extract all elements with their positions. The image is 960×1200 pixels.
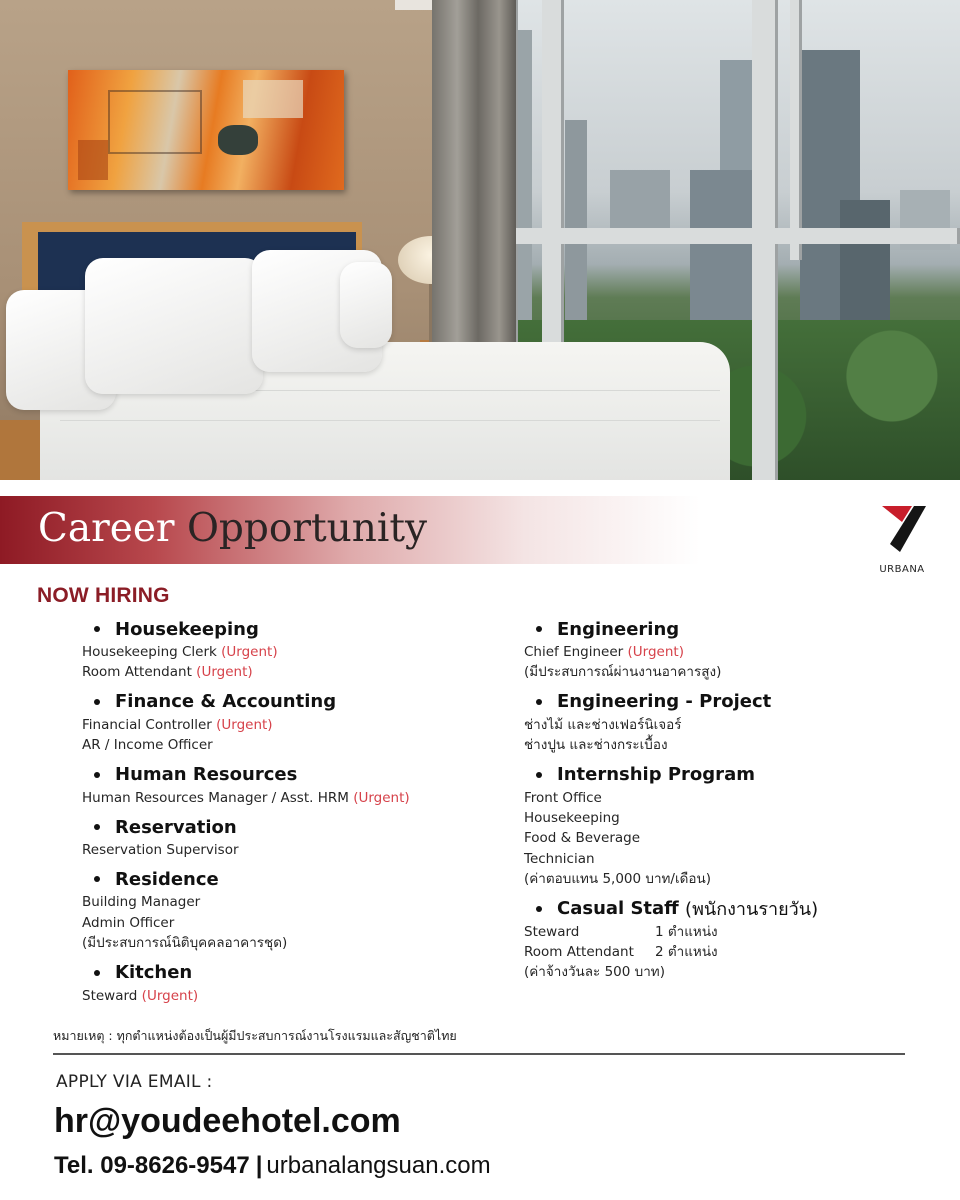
positions-left-column — [82, 616, 502, 1012]
bullet-icon — [94, 772, 100, 778]
phone-number[interactable]: Tel. 09-8626-9547 — [54, 1152, 250, 1179]
section-title-note: (พนักงานรายวัน) — [685, 899, 819, 921]
urgent-label: (Urgent) — [353, 789, 410, 806]
urgent-label: (Urgent) — [627, 644, 684, 660]
position-line: Food & Beverage — [524, 830, 641, 847]
position-line — [82, 715, 502, 735]
section-internship — [524, 762, 944, 890]
nightstand-left — [0, 420, 42, 480]
section-title: Residence — [115, 868, 219, 890]
positions-right-column — [524, 616, 944, 989]
position-line — [82, 642, 502, 662]
position-line: ช่างไม้ และช่างเฟอร์นิเจอร์ — [524, 716, 682, 733]
section-title: Engineering — [557, 618, 680, 640]
section-heading — [82, 814, 502, 840]
position-line: Front Office — [524, 789, 602, 806]
section-heading — [524, 896, 944, 922]
painting-stroke — [108, 90, 202, 154]
section-housekeeping — [82, 616, 502, 683]
position-name: Human Resources Manager / Asst. HRM — [82, 789, 349, 806]
now-hiring-heading: NOW HIRING — [37, 584, 170, 607]
position-line: Housekeeping — [524, 810, 620, 827]
section-residence — [82, 866, 502, 953]
section-casual-staff — [524, 896, 944, 983]
bed-sheet-fold — [60, 420, 720, 421]
section-engineering-project — [524, 689, 944, 756]
position-line: Reservation Supervisor — [82, 842, 239, 859]
section-engineering — [524, 616, 944, 683]
section-title: Human Resources — [115, 764, 298, 786]
section-kitchen — [82, 960, 502, 1006]
contact-line — [54, 1152, 491, 1180]
building — [840, 200, 890, 340]
section-title: Finance & Accounting — [115, 691, 337, 713]
painting-stroke — [78, 140, 108, 180]
position-name: Housekeeping Clerk — [82, 644, 217, 660]
position-requirement: (มีประสบการณ์ผ่านงานอาคารสูง) — [524, 664, 722, 681]
bullet-icon — [536, 699, 542, 705]
section-heading — [82, 762, 502, 788]
section-title: Housekeeping — [115, 618, 259, 640]
title-career: Career — [38, 506, 175, 551]
position-name: Steward — [524, 923, 580, 940]
bullet-icon — [94, 824, 100, 830]
bullet-icon — [536, 626, 542, 632]
bullet-icon — [94, 876, 100, 882]
position-name: Room Attendant — [524, 944, 634, 961]
window-mullion — [542, 0, 564, 380]
pillow — [340, 262, 392, 348]
divider — [53, 1053, 905, 1055]
position-line: Technician — [524, 850, 595, 867]
apply-label: APPLY VIA EMAIL : — [56, 1072, 213, 1092]
section-reservation — [82, 814, 502, 860]
position-line — [82, 986, 502, 1006]
position-name: Chief Engineer — [524, 644, 624, 660]
position-line: ช่างปูน และช่างกระเบื้อง — [524, 737, 668, 754]
position-line — [524, 922, 944, 942]
position-line: Building Manager — [82, 894, 201, 911]
page-title — [38, 501, 427, 557]
section-heading — [82, 616, 502, 642]
position-count: 2 ตำแหน่ง — [655, 944, 718, 961]
position-name: Financial Controller — [82, 716, 212, 733]
section-title: Casual Staff — [557, 898, 679, 920]
section-heading — [524, 616, 944, 642]
window-mullion — [790, 0, 802, 260]
section-heading — [82, 960, 502, 986]
section-heading — [82, 866, 502, 892]
bullet-icon — [94, 699, 100, 705]
bullet-icon — [536, 772, 542, 778]
email-link[interactable]: hr@youdeehotel.com — [54, 1102, 401, 1140]
urbana-logo — [872, 504, 932, 576]
position-name: Room Attendant — [82, 664, 192, 681]
section-heading — [524, 762, 944, 788]
position-line — [524, 942, 944, 962]
painting-stroke — [243, 80, 303, 118]
internship-pay: (ค่าตอบแทน 5,000 บาท/เดือน) — [524, 871, 711, 888]
section-title: Internship Program — [557, 764, 755, 786]
building — [565, 120, 587, 330]
abstract-painting — [68, 70, 344, 190]
section-heading — [82, 689, 502, 715]
logo-wordmark: URBANA — [879, 564, 925, 575]
urgent-label: (Urgent) — [216, 716, 273, 733]
pillow — [85, 258, 263, 394]
requirement-note: หมายเหตุ : ทุกตำแหน่งต้องเป็นผู้มีประสบการณ์งานโรงแรมและสัญชาติไทย — [53, 1028, 457, 1043]
hero-photo — [0, 0, 960, 480]
urgent-label: (Urgent) — [221, 644, 278, 660]
painting-stroke — [218, 125, 258, 155]
section-human-resources — [82, 762, 502, 808]
urgent-label: (Urgent) — [141, 987, 199, 1004]
window-transom — [506, 228, 960, 244]
position-line: AR / Income Officer — [82, 737, 213, 754]
website-link[interactable]: urbanalangsuan.com — [266, 1152, 491, 1179]
bullet-icon — [94, 970, 100, 976]
section-heading — [524, 689, 944, 715]
daily-wage: (ค่าจ้างวันละ 500 บาท) — [524, 964, 665, 981]
separator: | — [255, 1152, 263, 1179]
position-line: Admin Officer — [82, 914, 175, 931]
section-title: Engineering - Project — [557, 691, 772, 713]
position-line — [524, 642, 944, 662]
section-title: Reservation — [115, 816, 237, 838]
bullet-icon — [94, 626, 100, 632]
urbana-logo-icon — [878, 504, 928, 554]
bullet-icon — [536, 906, 542, 912]
section-title: Kitchen — [115, 962, 193, 984]
position-line — [82, 788, 502, 808]
title-opportunity: Opportunity — [186, 506, 428, 551]
position-count: 1 ตำแหน่ง — [655, 923, 718, 940]
position-line — [82, 662, 502, 682]
urgent-label: (Urgent) — [196, 664, 253, 681]
position-name: Steward — [82, 987, 138, 1004]
position-requirement: (มีประสบการณ์นิติบุคคลอาคารชุด) — [82, 935, 288, 952]
curtain — [432, 0, 516, 375]
section-finance — [82, 689, 502, 756]
